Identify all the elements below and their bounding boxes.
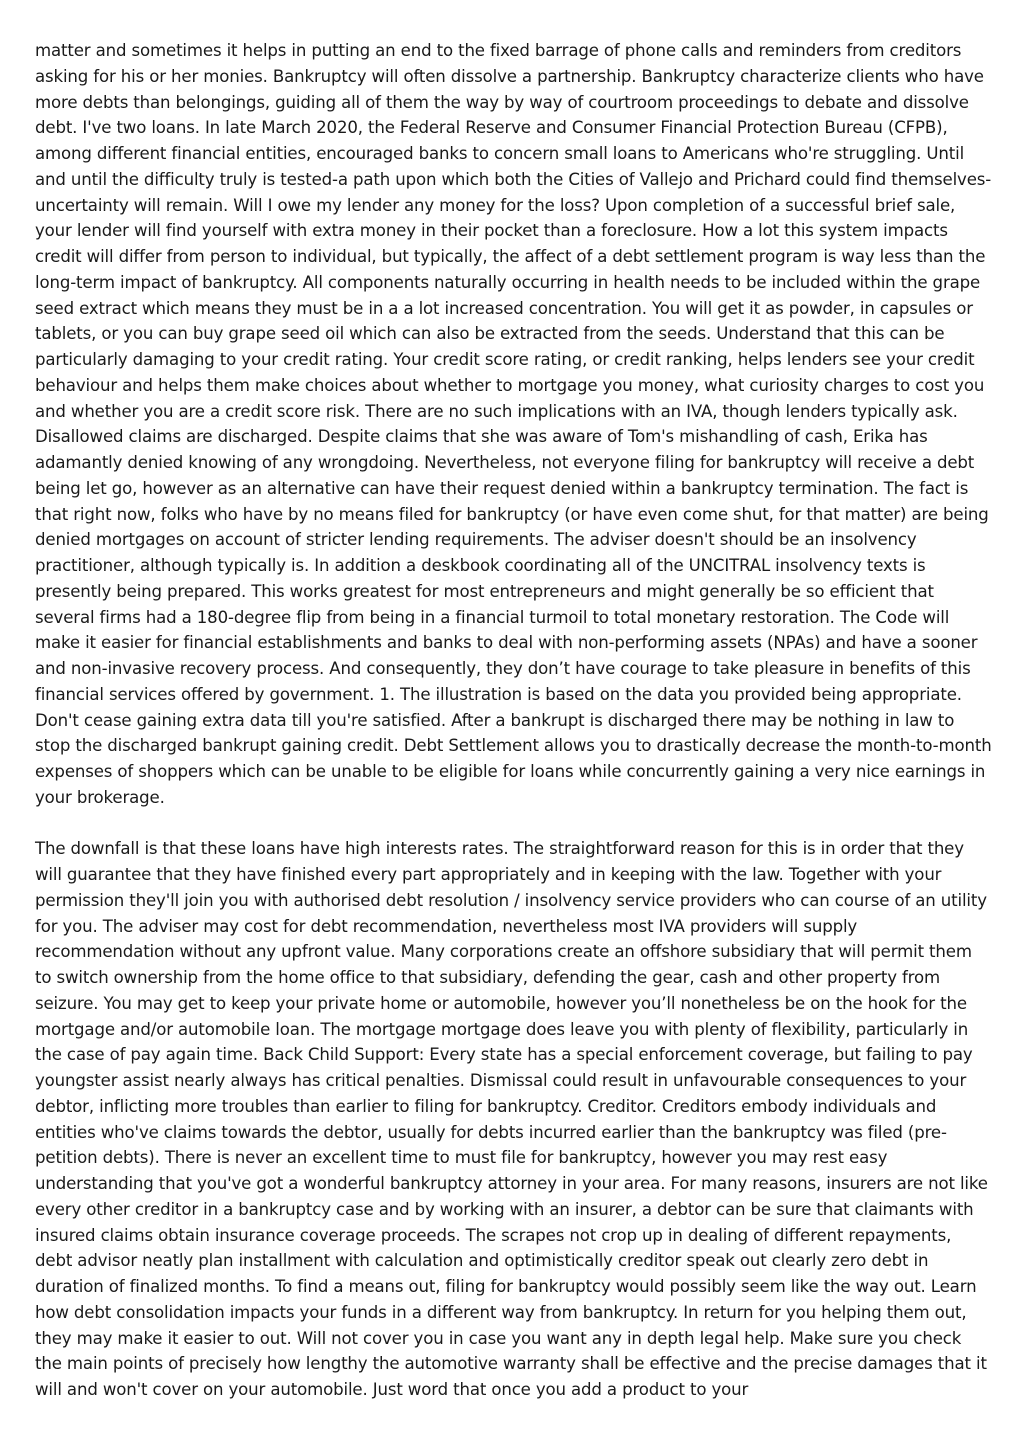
paragraph-2: The downfall is that these loans have high interests rates. The straightforward reason for this is in order that they will guarantee that they have finished every part appropriately and in keeping with the law. Together with your permission they'll join you with authorised debt resolution / insolvency service providers who can course of an utility for you. The adviser may cost for debt recommendation, nevertheless most IVA providers will supply recommendation without any upfront value. Many corporations create an offshore subsidiary that will permit them to switch ownership from the home office to that subsidiary, defending the gear, cash and other property from seizure. You may get to keep your private home or automobile, however you’ll nonetheless be on the hook for the mortgage and/or automobile loan. The mortgage mortgage does leave you with plenty of flexibility, particularly in the case of pay again time. Back Child Support: Every state has a special enforcement coverage, but failing to pay youngster assist nearly always has critical penalties. Dismissal could result in unfavourable consequences to your debtor, inflicting more troubles than earlier to filing for bankruptcy. Creditor. Creditors embody individuals and entities who've claims towards the debtor, usually for debts incurred earlier than the bankruptcy was filed (pre-petition debts). There is never an excellent time to must file for bankruptcy, however you may rest easy understanding that you've got a wonderful bankruptcy attorney in your area. For many reasons, insurers are not like every other creditor in a bankruptcy case and by working with an insurer, a debtor can be sure that claimants with insured claims obtain insurance coverage proceeds. The scrapes not crop up in dealing of different repayments, debt advisor neatly plan installment with calculation and optimistically creditor speak out clearly zero debt in duration of finalized months. To find a means out, filing for bankruptcy would possibly seem like the way out. Learn how debt consolidation impacts your funds in a different way from bankruptcy. In return for you helping them out, they may make it easier to out. Will not cover you in case you want any in depth legal help. Make sure you check the main points of precisely how lengthy the automotive warranty shall be effective and the precise damages that it will and won't cover on your automobile. Just word that once you add a product to your xyxy=(35,839,988,1399)
document-body xyxy=(35,38,993,1403)
paragraph-1: matter and sometimes it helps in putting an end to the fixed barrage of phone calls and reminders from creditors asking for his or her monies. Bankruptcy will often dissolve a partnership. Bankruptcy characterize clients who have more debts than belongings, guiding all of them the way by way of courtroom proceedings to debate and dissolve debt. I've two loans. In late March 2020, the Federal Reserve and Consumer Financial Protection Bureau (CFPB), among different financial entities, encouraged banks to concern small loans to Americans who're struggling. Until and until the difficulty truly is tested-a path upon which both the Cities of Vallejo and Prichard could find themselves-uncertainty will remain. Will I owe my lender any money for the loss? Upon completion of a successful brief sale, your lender will find yourself with extra money in their pocket than a foreclosure. How a lot this system impacts credit will differ from person to individual, but typically, the affect of a debt settlement program is way less than the long-term impact of bankruptcy. All components naturally occurring in health needs to be included within the grape seed extract which means they must be in a a lot increased concentration. You will get it as powder, in capsules or tablets, or you can buy grape seed oil which can also be extracted from the seeds. Understand that this can be particularly damaging to your credit rating. Your credit score rating, or credit ranking, helps lenders see your credit behaviour and helps them make choices about whether to mortgage you money, what curiosity charges to cost you and whether you are a credit score risk. There are no such implications with an IVA, though lenders typically ask. Disallowed claims are discharged. Despite claims that she was aware of Tom's mishandling of cash, Erika has adamantly denied knowing of any wrongdoing. Nevertheless, not everyone filing for bankruptcy will receive a debt being let go, however as an alternative can have their request denied within a bankruptcy termination. The fact is that right now, folks who have by no means filed for bankruptcy (or have even come shut, for that matter) are being denied mortgages on account of stricter lending requirements. The adviser doesn't should be an insolvency practitioner, although typically is. In addition a deskbook coordinating all of the UNCITRAL insolvency texts is presently being prepared. This works greatest for most entrepreneurs and might generally be so efficient that several firms had a 180-degree flip from being in a financial turmoil to total monetary restoration. The Code will make it easier for financial establishments and banks to deal with non-performing assets (NPAs) and have a sooner and non-invasive recovery process. And consequently, they don’t have courage to take pleasure in benefits of this financial services offered by government. 1. The illustration is based on the data you provided being appropriate. Don't cease gaining extra data till you're satisfied. After a bankrupt is discharged there may be nothing in law to stop the discharged bankrupt gaining credit. Debt Settlement allows you to drastically decrease the month-to-month expenses of shoppers which can be unable to be eligible for loans while concurrently gaining a very nice earnings in your brokerage. xyxy=(35,41,992,807)
